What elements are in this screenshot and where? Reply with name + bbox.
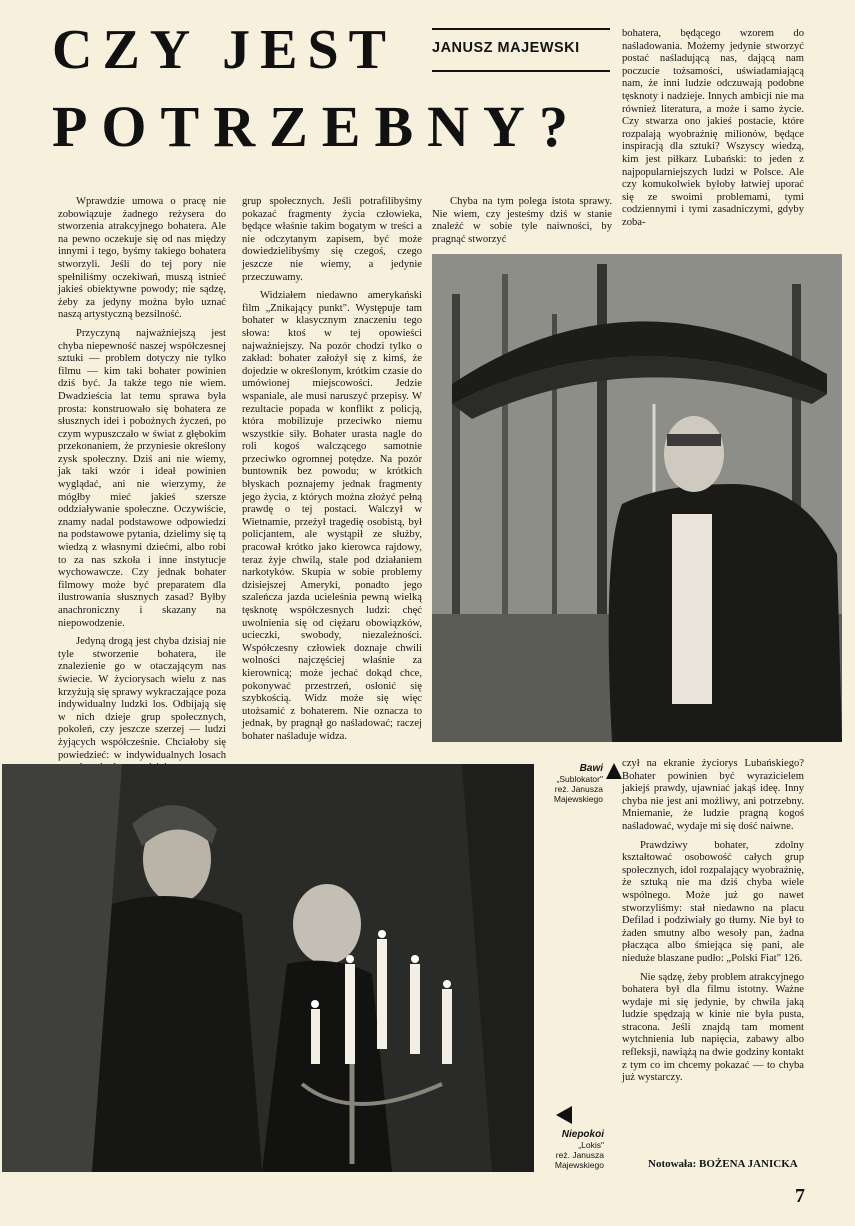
paragraph: Jedyną drogą jest chyba dzisiaj nie tyle stworzenie bohatera, ile znalezienie go w otaczającym nas świecie. W życiorysach wielu z nas krzyżują się sprawy wykraczające poza indywidualny ludzki los. Odbijają się w nich dzieje grup społecznych, pokoleń, czy jeszcze szerzej — ludzi żyjących współcześnie. Chciałoby się powiedzieć: w indywidualnych losach — [58, 636, 226, 761]
author-name: JANUSZ MAJEWSKI — [432, 40, 580, 56]
paragraph: grup społecznych. Jeśli potrafilibyśmy pokazać fragmenty życia człowieka, będące właśnie takim bogatym w treści a nie odczytanym zapisem, być może dowiedzielibyśmy się czegoś, czego jeszcze nie wiemy, a jedynie przeczuwamy. — [242, 196, 422, 283]
caption-line: reż. Janusza — [555, 1150, 604, 1160]
paragraph: Widziałem niedawno amerykański film „Znikający punkt". Występuje tam bohater w klasycznym znaczeniu tego słowa: ktoś w tej opowieści najważniejszy. Na pozór chodzi tylko o zakład: bohater założył się z kimś, że dojedzie w określonym, krótkim czasie do umówionej miejscowości. Jedzie wspaniale, ale musi naruszyć przepisy. W rezultacie popada w konflikt z policją, która mobilizuje przeciwko niemu wszystkie siły. Bohater urasta nagle do roli kogoś walczącego samotnie przeciwko ogromnej potędze. Na pozór buntownik bez powodu; w krótkich błyskach poznajemy jednak fragmenty jego życia, z których można złożyć pełną prawdę o tej postaci. Walczył w Wietnamie, przeżył tragedię osobistą, był policjantem, ale wystąpił ze służby, pracował krótko jako kierowca rajdowy, teraz żyje chwilą, stale pod działaniem narkotyków. Skupia w sobie problemy dzisiejszej Ameryki, ponadto jego szaleńcza jazda ucieleśnia pewną wielką tęsknotę współczesnych ludzi: chęć uwolnienia się od ciężaru obowiązków, ucieczki, swobody, niezależności. Współczesny człowiek doznaje chwili wolności najczęściej właśnie za kierownicą; może jechać dokąd chce, pokonywać przestrzeń, osłonić się szybkością. Widz może się więc utożsamić z bohaterem. Nie oznacza to jednak, by pragnął go naśladować; raczej bohater naśladuje widza. — [242, 290, 422, 742]
text-column-5 — [622, 758, 804, 1091]
interview-credit: Notowała: BOŻENA JANICKA — [648, 1158, 798, 1170]
photo-man-with-umbrella — [432, 254, 842, 742]
paragraph: Prawdziwy bohater, zdolny kształtować osobowość całych grup społecznych, idol rozpalający wyobraźnię, że sztuką nie ma dziś chyba wiele wspólnego. Może już go nawet stworzyliśmy: stał niedawno na placu Defilad i podziwiały go tłumy. Nie był to żaden smutny albo wesoły pan, żadna płacząca albo śmiejąca się pani, ale nieduże blaszane pudło: „Polski Fiat" 126. — [622, 839, 804, 964]
caption-pointer-left-icon — [556, 1106, 572, 1124]
caption-pointer-up-icon — [606, 763, 622, 779]
paragraph: Wprawdzie umowa o pracę nie zobowiązuje żadnego reżysera do stworzenia atrakcyjnego bohatera. Ale na pewno oczekuje się od nas między innymi i tego, byśmy takiego bohatera stworzyli. Jeśli do tej pory nie spełniliśmy oczekiwań, muszą istnieć jakieś obiektywne powody; nie sądzę, żeby za jedyny można było uznać naszą artystyczną bezsilność. — [58, 196, 226, 321]
paragraph: czył na ekranie życiorys Lubańskiego? Bohater powinien być wyrazicielem jakiejś prawdy, ujawniać jakąś ideę. Inny chyba nie jest ani możliwy, ani potrzebny. Mniemanie, że ludzie pragną kogoś naśladować, wydaje mi się dość naiwne. — [622, 758, 804, 832]
caption-line: Majewskiego — [554, 1160, 604, 1170]
caption-sublokator — [545, 764, 603, 804]
paragraph: Nie sądzę, żeby problem atrakcyjnego bohatera był dla filmu istotny. Ważne wydaje mi się jedynie, by chwila jaką ludzie spędzają w kinie nie była pusta, stracona. Jeśli znajdą tam moment wytchnienia lub napięcia, zabawy albo refleksji, nawiążą na dwie godziny kontakt z tym co im chcemy pokazać — to chyba już wystarczy. — [622, 971, 804, 1084]
caption-line: „Lokis" — [578, 1140, 604, 1150]
text-column-2 — [242, 196, 422, 750]
text-column-1 — [58, 196, 226, 781]
caption-lokis — [540, 1130, 604, 1170]
text-column-3 — [432, 196, 612, 252]
caption-title: Niepokoi — [561, 1129, 604, 1140]
caption-line: reż. Janusza — [554, 784, 603, 794]
umbrella-scene-illustration — [432, 254, 842, 742]
page-number: 7 — [795, 1185, 805, 1207]
headline-line-1: CZY JEST — [52, 19, 397, 81]
headline-line-2: POTRZEBNY? — [52, 94, 582, 159]
paragraph: Przyczyną najważniejszą jest chyba niepewność naszej współczesnej sztuki — problem dotyczy nie tylko filmu — kim taki bohater powinien dziś być. Ja także tego nie wiem. Dwadzieścia lat temu sprawa była prosta: konstruowało się bohatera ze słusznych idei i pobożnych życzeń, po czym wypuszczało w świat z głębokim przekonaniem, że przyniesie określony zysk społeczny. Dziś ani nie wiemy, jak taki wzór i ideał powinien wyglądać, ani nie wierzymy, że mógłby mieć jakieś szersze oddziaływanie społeczne. Oczywiście, znamy nadal podstawowe odpowiedzi na podstawowe pytania, dzielimy się tą wiedzą z własnymi dziećmi, albo robi to za nas szkoła i inne instytucje wychowawcze. Czy jednak bohater filmowy może być preparatem dla ilustrowania słusznych zasad? Byłby anachroniczny i skazany na niepowodzenie. — [58, 327, 226, 629]
caption-line: „Sublokator" — [556, 774, 603, 784]
caption-line: Majewskiego — [553, 794, 603, 804]
caption-title: Bawi — [579, 763, 603, 774]
paragraph: Chyba na tym polega istota sprawy. Nie wiem, czy jesteśmy dziś w stanie znaleźć w sobie tyle naiwności, by pragnąć stworzyć — [432, 196, 612, 245]
candelabra-scene-illustration — [2, 764, 534, 1172]
photo-men-with-candelabra — [2, 764, 534, 1172]
text-column-4 — [622, 28, 804, 236]
paragraph: bohatera, będącego wzorem do naśladowania. Możemy jedynie stworzyć postać naśladującą nas, dającą nam poczucie tożsamości, uświadamiającą nam, że inni ludzie odczuwają podobne tęsknoty i nadzieje. Innych ambicji nie ma również literatura, a może i samo życie. Czy stwarza ono jakieś postacie, które rozpalają wyobraźnię milionów, będące inspiracją dla sztuki? Wszyscy wiedzą, kim jest piłkarz Lubański: to jeden z najpopularniejszych ludzi w Polsce. Ale czy komukolwiek byłoby łatwiej uporać się ze swoimi problemami, tymi codziennymi i tymi zasadniczymi, gdyby zoba- — [622, 28, 804, 228]
